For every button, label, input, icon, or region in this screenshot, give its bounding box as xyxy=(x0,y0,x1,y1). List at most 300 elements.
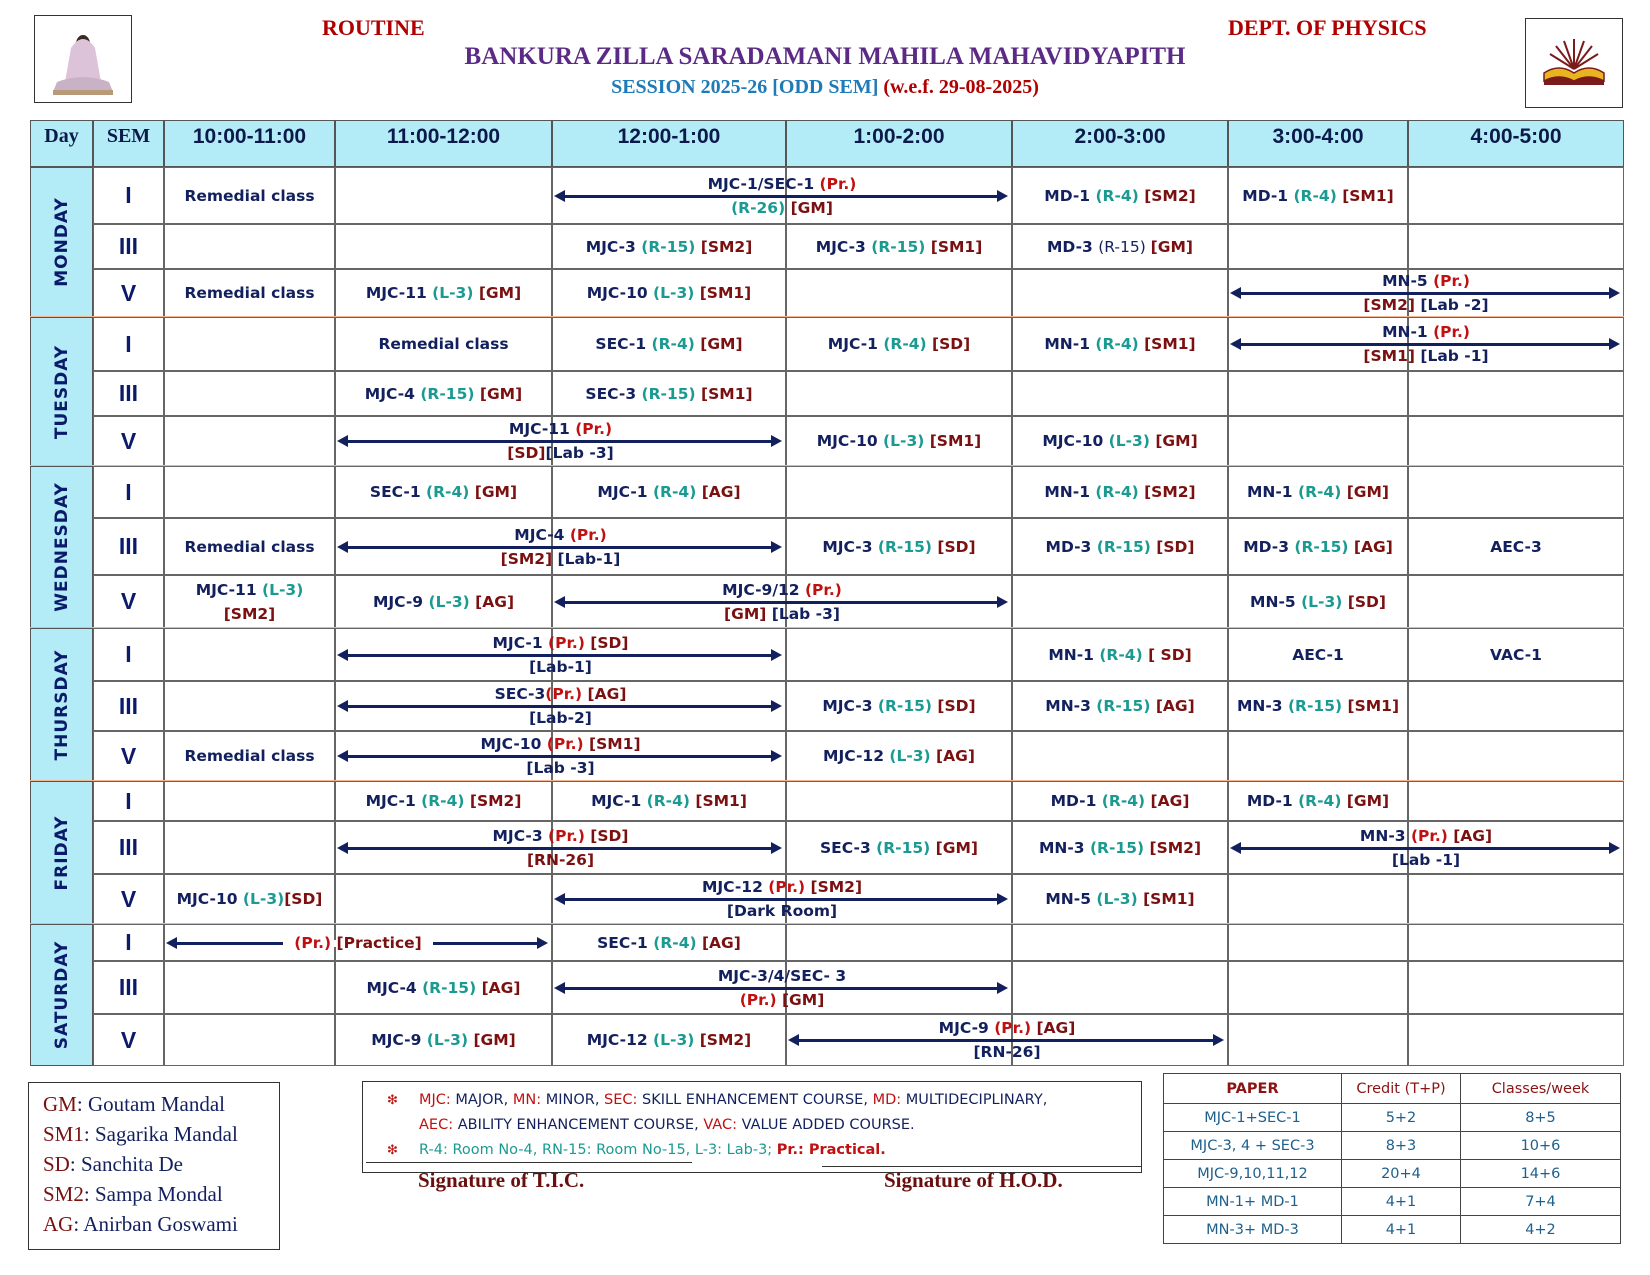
teacher-name: Sampa Mondal xyxy=(94,1182,223,1206)
routine-table xyxy=(30,120,1624,1072)
timetable-cell xyxy=(1408,371,1624,416)
course-code: MJC-3 xyxy=(822,537,878,556)
class-entry[interactable] xyxy=(184,744,314,768)
tic-signature-label: Signature of T.I.C. xyxy=(418,1168,585,1192)
class-entry[interactable] xyxy=(196,578,304,626)
teacher-code: [Practice] xyxy=(336,933,422,952)
department-label: DEPT. OF PHYSICS xyxy=(1228,15,1427,40)
room-code: (L-3) xyxy=(1301,592,1348,611)
abbreviations-line-2 xyxy=(419,1117,915,1133)
practical-session-entry[interactable] xyxy=(939,1016,1076,1064)
class-entry[interactable] xyxy=(1250,590,1386,614)
teacher-code: [AG] xyxy=(936,747,975,765)
day-cell-tuesday xyxy=(30,317,93,466)
entry-line-1 xyxy=(822,535,975,559)
day-cell-monday xyxy=(30,167,93,317)
timetable-cell xyxy=(1408,167,1624,224)
practical-tag: (Pr.) xyxy=(545,685,588,703)
entry-line-1 xyxy=(196,578,304,602)
course-code: SEC-3 xyxy=(820,838,877,857)
practical-session-entry[interactable] xyxy=(1363,320,1488,368)
day-label: FRIDAY xyxy=(51,815,72,890)
practical-session-entry[interactable] xyxy=(708,172,857,220)
timetable-cell xyxy=(164,224,335,269)
room-code: (R-15) xyxy=(877,697,938,715)
entry-line-1 xyxy=(586,235,753,259)
room-code: (L-3) xyxy=(653,1031,700,1049)
teacher-code: [AG] xyxy=(701,933,741,952)
separator: , xyxy=(1042,1092,1048,1108)
class-entry[interactable] xyxy=(177,887,323,911)
entry-line-1 xyxy=(184,281,314,305)
timetable-cell xyxy=(1408,924,1624,961)
timetable-cell xyxy=(164,317,335,371)
separator: : xyxy=(445,1092,456,1108)
entry-line-1 xyxy=(587,1028,752,1052)
class-entry[interactable] xyxy=(370,480,517,504)
entry-line-2 xyxy=(708,196,857,220)
room-code: (R-15) xyxy=(877,537,938,556)
sem-cell: I xyxy=(93,317,164,371)
paper-cell: MN-1+ MD-1 xyxy=(1164,1188,1342,1216)
separator: , xyxy=(863,1092,873,1108)
timetable-cell xyxy=(786,371,1012,416)
entry-line-1 xyxy=(820,836,978,860)
separator: : xyxy=(76,1092,88,1116)
practical-session-entry[interactable] xyxy=(1363,269,1488,317)
entry-line-1 xyxy=(1039,836,1201,860)
paper-cell: MJC-1+SEC-1 xyxy=(1164,1104,1342,1132)
abbreviation-meaning: MULTIDECIPLINARY xyxy=(905,1092,1043,1108)
practical-session-entry[interactable] xyxy=(480,732,640,780)
entry-line-1 xyxy=(1243,535,1393,559)
teacher-code: [SM2] xyxy=(469,792,522,810)
day-cell-friday xyxy=(30,781,93,924)
practical-session-entry[interactable] xyxy=(1360,824,1492,872)
teacher-code: [SM1] xyxy=(1363,347,1421,365)
entry-line-1 xyxy=(1242,184,1393,208)
sem-cell: III xyxy=(93,518,164,575)
entry-line-1 xyxy=(501,523,621,547)
routine-label: ROUTINE xyxy=(322,15,425,40)
class-entry[interactable] xyxy=(1247,789,1389,813)
course-code: MN-1 xyxy=(1048,645,1100,664)
teacher-legend xyxy=(28,1082,280,1250)
teacher-code: [SM2] xyxy=(500,549,558,568)
entry-line-1 xyxy=(1363,269,1488,293)
separator: : xyxy=(896,1092,906,1108)
class-entry[interactable] xyxy=(1490,643,1542,667)
teacher-code: GM xyxy=(43,1092,77,1116)
course-code: VAC-1 xyxy=(1490,645,1542,664)
practical-session-entry[interactable] xyxy=(501,523,621,571)
course-code: [Lab-2] xyxy=(529,709,592,727)
day-cell-wednesday xyxy=(30,466,93,628)
class-entry[interactable] xyxy=(378,332,508,356)
teacher-code: [AG] xyxy=(475,592,515,611)
practical-legend: Pr.: Practical. xyxy=(776,1142,886,1158)
course-code: MN-1 xyxy=(1044,483,1096,501)
teacher-code: [GM] xyxy=(478,284,522,302)
practical-tag: (Pr.) xyxy=(546,735,590,753)
separator: : xyxy=(536,1092,546,1108)
teacher-code: [SD] xyxy=(932,335,971,353)
class-entry[interactable] xyxy=(585,382,752,406)
course-code: MD-3 xyxy=(1243,537,1295,556)
sem-cell: III xyxy=(93,821,164,874)
entry-line-1 xyxy=(366,281,521,305)
course-code: MJC-3 xyxy=(492,826,549,845)
sem-cell: V xyxy=(93,874,164,924)
column-header-11-00-12-00: 11:00-12:00 xyxy=(335,120,552,167)
class-entry[interactable] xyxy=(822,694,975,718)
entry-line-1 xyxy=(597,480,740,504)
class-entry[interactable] xyxy=(1044,184,1195,208)
class-entry[interactable] xyxy=(1242,184,1393,208)
course-code: MN-3 xyxy=(1236,697,1288,715)
separator: : xyxy=(69,1152,81,1176)
course-code: Remedial class xyxy=(184,747,315,765)
class-entry[interactable] xyxy=(366,281,521,305)
teacher-code: SM1 xyxy=(43,1122,84,1146)
class-entry[interactable] xyxy=(371,1028,516,1052)
column-header-1-00-2-00: 1:00-2:00 xyxy=(786,120,1012,167)
teacher-code: [SM2] xyxy=(699,1031,752,1049)
timetable-cell xyxy=(164,821,335,874)
teacher-code: [AG] xyxy=(1453,826,1493,845)
separator: : xyxy=(732,1117,742,1133)
entry-line-1 xyxy=(702,875,862,899)
room-code: (R-15) xyxy=(1294,537,1354,556)
entry-line-1 xyxy=(495,682,627,706)
room-code: (R-15) xyxy=(1096,697,1156,715)
room-code: (R-26) xyxy=(731,198,791,217)
classes-cell: 14+6 xyxy=(1461,1160,1621,1188)
class-entry[interactable] xyxy=(595,332,742,356)
entry-line-1 xyxy=(823,744,975,768)
practical-tag: (Pr.) xyxy=(768,878,811,896)
timetable-cell xyxy=(1408,731,1624,781)
credits-row xyxy=(1164,1188,1621,1216)
paper-cell: MJC-9,10,11,12 xyxy=(1164,1160,1342,1188)
teacher-code: [AG] xyxy=(481,978,521,997)
entry-line-1 xyxy=(1051,789,1190,813)
timetable-cell xyxy=(1408,961,1624,1014)
teacher-code: [SD] xyxy=(937,697,976,715)
separator: , xyxy=(594,1092,605,1108)
teacher-code: [SM1] xyxy=(1342,186,1394,205)
practical-session-entry[interactable] xyxy=(294,931,422,955)
entry-line-2 xyxy=(722,602,842,626)
sem-cell: V xyxy=(93,731,164,781)
timetable-cell xyxy=(786,924,1012,961)
course-code: MJC-11 xyxy=(508,420,576,438)
effective-date: (w.e.f. 29-08-2025) xyxy=(883,76,1039,98)
class-entry[interactable] xyxy=(817,429,982,453)
course-code: MJC-12 xyxy=(701,878,769,896)
class-entry[interactable] xyxy=(1042,429,1197,453)
teacher-code: AG xyxy=(43,1212,74,1236)
entry-line-1 xyxy=(591,789,747,813)
timetable-cell xyxy=(1228,416,1408,466)
paper-cell: MJC-3, 4 + SEC-3 xyxy=(1164,1132,1342,1160)
entry-line-2 xyxy=(480,756,640,780)
room-code: (R-4) xyxy=(1297,483,1347,501)
course-code: MD-3 xyxy=(1046,237,1099,256)
credit-cell: 5+2 xyxy=(1342,1104,1461,1132)
course-code: MN-5 xyxy=(1250,592,1302,611)
day-label: SATURDAY xyxy=(51,940,72,1050)
class-entry[interactable] xyxy=(1039,836,1201,860)
course-code: MJC-3 xyxy=(822,697,878,715)
class-entry[interactable] xyxy=(1243,535,1393,559)
class-entry[interactable] xyxy=(1292,643,1344,667)
session-line xyxy=(0,76,1650,99)
course-code: MJC-10 xyxy=(586,284,654,302)
practical-tag: (Pr.) xyxy=(739,990,782,1009)
teacher-code: [SM2] xyxy=(1144,186,1196,205)
teacher-code: [SM2] xyxy=(700,237,753,256)
abbreviation-code: MN xyxy=(512,1092,537,1108)
course-code: MJC-10 xyxy=(176,890,243,908)
timetable-cell xyxy=(335,167,552,224)
course-code: MJC-10 xyxy=(816,432,884,450)
credits-row xyxy=(1164,1216,1621,1244)
room-code: (R-4) xyxy=(652,483,702,501)
separator: , xyxy=(694,1117,704,1133)
course-code: [Lab -1] xyxy=(1391,850,1461,869)
entry-line-1 xyxy=(1363,320,1488,344)
sem-cell: III xyxy=(93,371,164,416)
college-name: BANKURA ZILLA SARADAMANI MAHILA MAHAVIDYAPITH xyxy=(464,43,1186,70)
entry-line-1 xyxy=(718,964,846,988)
teacher-code: [GM] xyxy=(935,838,978,857)
teacher-code: [GM] xyxy=(1150,237,1194,256)
credit-cell: 4+1 xyxy=(1342,1188,1461,1216)
course-code: MN-1 xyxy=(1382,323,1434,341)
practical-session-entry[interactable] xyxy=(493,631,629,679)
timetable-cell xyxy=(786,628,1012,681)
abbreviation-meaning: VALUE ADDED COURSE. xyxy=(741,1117,915,1133)
sem-cell: III xyxy=(93,224,164,269)
class-entry[interactable] xyxy=(591,789,747,813)
teacher-entry xyxy=(43,1179,279,1209)
teacher-code: [SM1] xyxy=(589,735,641,753)
class-entry[interactable] xyxy=(822,535,975,559)
practical-session-entry[interactable] xyxy=(722,578,842,626)
course-code: [Lab -3] xyxy=(545,444,614,462)
course-code: MJC-3 xyxy=(815,237,872,256)
entry-line-1 xyxy=(370,480,517,504)
teacher-code: [AG] xyxy=(701,483,741,501)
practical-tag: (Pr.) xyxy=(548,633,591,652)
legend-line-rooms xyxy=(387,1138,1141,1163)
class-entry[interactable] xyxy=(587,281,752,305)
class-entry[interactable] xyxy=(367,976,521,1000)
class-entry[interactable] xyxy=(1044,332,1195,356)
teacher-code: [GM] xyxy=(724,604,772,623)
class-entry[interactable] xyxy=(184,535,314,559)
room-code: (R-4) xyxy=(1293,186,1343,205)
class-entry[interactable] xyxy=(597,480,740,504)
class-entry[interactable] xyxy=(587,1028,752,1052)
room-code: (L-3) xyxy=(242,890,285,908)
entry-line-1 xyxy=(1360,824,1492,848)
course-code: MJC-1/SEC-1 xyxy=(707,174,820,193)
course-code: MN-1 xyxy=(1044,335,1096,353)
timetable-cell xyxy=(1408,466,1624,518)
legend-line-courses xyxy=(387,1088,1141,1113)
credits-header-classes: Classes/week xyxy=(1461,1074,1621,1104)
room-code: (R-4) xyxy=(1095,335,1145,353)
class-entry[interactable] xyxy=(1044,480,1195,504)
column-header-4-00-5-00: 4:00-5:00 xyxy=(1408,120,1624,167)
teacher-entry xyxy=(43,1149,279,1179)
day-label: MONDAY xyxy=(51,197,72,287)
entry-line-1 xyxy=(587,281,752,305)
teacher-name: Anirban Goswami xyxy=(83,1212,238,1236)
teacher-code: SM2 xyxy=(43,1182,84,1206)
class-entry[interactable] xyxy=(828,332,970,356)
timetable-cell xyxy=(1408,874,1624,924)
practical-session-entry[interactable] xyxy=(718,964,846,1012)
timetable-cell xyxy=(164,781,335,821)
sem-cell: V xyxy=(93,575,164,628)
class-entry[interactable] xyxy=(365,382,522,406)
entry-line-1 xyxy=(822,694,975,718)
entry-line-1 xyxy=(1044,332,1195,356)
separator: : xyxy=(632,1092,643,1108)
entry-line-1 xyxy=(184,744,314,768)
sem-cell: V xyxy=(93,269,164,317)
teacher-code: [SD] xyxy=(284,890,323,908)
teacher-code: [SD] xyxy=(1156,537,1195,556)
course-code: MJC-12 xyxy=(823,747,890,765)
teacher-code: [ SD] xyxy=(1148,645,1192,664)
abbreviations-line-1 xyxy=(419,1092,1047,1108)
credit-cell: 20+4 xyxy=(1342,1160,1461,1188)
class-entry[interactable] xyxy=(820,836,978,860)
entry-line-1 xyxy=(480,732,640,756)
teacher-code: [AG] xyxy=(1036,1019,1076,1037)
room-code: (R-15) xyxy=(1096,537,1157,556)
sem-cell: V xyxy=(93,416,164,466)
class-entry[interactable] xyxy=(1490,535,1542,559)
course-code: MJC-1 xyxy=(492,633,549,652)
practical-session-entry[interactable] xyxy=(507,417,613,465)
class-entry[interactable] xyxy=(366,789,522,813)
column-header-sem: SEM xyxy=(93,120,164,167)
practical-session-entry[interactable] xyxy=(495,682,627,730)
teacher-code: [SM2] xyxy=(1144,483,1196,501)
course-code: MJC-1 xyxy=(597,483,653,501)
abbreviation-code: MJC xyxy=(419,1092,446,1108)
course-code: Remedial class xyxy=(378,335,509,353)
course-code: MN-3 xyxy=(1359,826,1411,845)
teacher-code: [SD] xyxy=(590,633,629,652)
room-code: (L-3) xyxy=(653,284,700,302)
column-header-day: Day xyxy=(30,120,93,167)
class-entry[interactable] xyxy=(1237,694,1399,718)
teacher-code: [RN-26] xyxy=(526,850,595,869)
diamond-bullet-icon: ❇ xyxy=(387,1143,398,1158)
teacher-code: [GM] xyxy=(1155,432,1198,450)
course-code: [Lab -3] xyxy=(526,759,595,777)
credits-row xyxy=(1164,1160,1621,1188)
course-code: MJC-12 xyxy=(586,1031,654,1049)
entry-line-1 xyxy=(1247,480,1389,504)
course-code: MJC-9 xyxy=(938,1019,995,1037)
class-entry[interactable] xyxy=(1045,694,1194,718)
class-entry[interactable] xyxy=(184,184,314,208)
teacher-name: Goutam Mandal xyxy=(87,1092,225,1116)
timetable-cell xyxy=(786,269,1012,317)
sem-cell: I xyxy=(93,781,164,821)
practical-tag: (Pr.) xyxy=(1410,826,1454,845)
abbreviation-meaning: SKILL ENHANCEMENT COURSE xyxy=(642,1092,864,1108)
timetable-cell xyxy=(164,628,335,681)
class-entry[interactable] xyxy=(1048,643,1191,667)
class-entry[interactable] xyxy=(373,590,514,614)
teacher-entry xyxy=(43,1089,279,1119)
entry-line-2 xyxy=(1363,293,1488,317)
class-entry[interactable] xyxy=(184,281,314,305)
entry-line-1 xyxy=(177,887,323,911)
teacher-name: Sagarika Mandal xyxy=(94,1122,238,1146)
class-entry[interactable] xyxy=(597,931,741,955)
class-entry[interactable] xyxy=(1046,535,1195,559)
classes-cell: 7+4 xyxy=(1461,1188,1621,1216)
credits-row xyxy=(1164,1104,1621,1132)
practical-session-entry[interactable] xyxy=(493,824,629,872)
room-code: (R-4) xyxy=(1298,792,1347,810)
tic-signature-line xyxy=(366,1162,692,1163)
course-code: MN-3 xyxy=(1038,838,1090,857)
course-code: (R-15) xyxy=(1098,237,1151,256)
class-entry[interactable] xyxy=(586,235,753,259)
room-code: (R-4) xyxy=(1099,645,1149,664)
entry-line-1 xyxy=(184,535,314,559)
class-entry[interactable] xyxy=(1051,789,1190,813)
class-entry[interactable] xyxy=(1247,480,1389,504)
course-code: SEC-3 xyxy=(494,685,546,703)
room-code: (L-3) xyxy=(883,432,930,450)
course-code: MJC-10 xyxy=(1042,432,1109,450)
entry-line-1 xyxy=(1045,887,1194,911)
entry-line-1 xyxy=(816,235,983,259)
entry-line-2 xyxy=(501,547,621,571)
credits-header-paper: PAPER xyxy=(1164,1074,1342,1104)
class-entry[interactable] xyxy=(1047,235,1193,259)
class-entry[interactable] xyxy=(823,744,975,768)
course-code: MN-3 xyxy=(1045,697,1097,715)
practical-session-entry[interactable] xyxy=(702,875,862,923)
room-code: (R-4) xyxy=(653,933,702,952)
class-entry[interactable] xyxy=(1045,887,1194,911)
course-code: Remedial class xyxy=(184,186,315,205)
course-code: AEC-1 xyxy=(1292,645,1344,664)
teacher-code: [GM] xyxy=(474,483,518,501)
abbreviation-meaning: ABILITY ENHANCEMENT COURSE xyxy=(457,1117,695,1133)
separator: : xyxy=(83,1182,95,1206)
course-code: MD-1 xyxy=(1050,792,1102,810)
class-entry[interactable] xyxy=(816,235,983,259)
column-header-2-00-3-00: 2:00-3:00 xyxy=(1012,120,1228,167)
room-code: (R-4) xyxy=(426,483,475,501)
teacher-code: [SD] xyxy=(507,444,546,462)
entry-line-1 xyxy=(378,332,508,356)
entry-line-1 xyxy=(595,332,742,356)
